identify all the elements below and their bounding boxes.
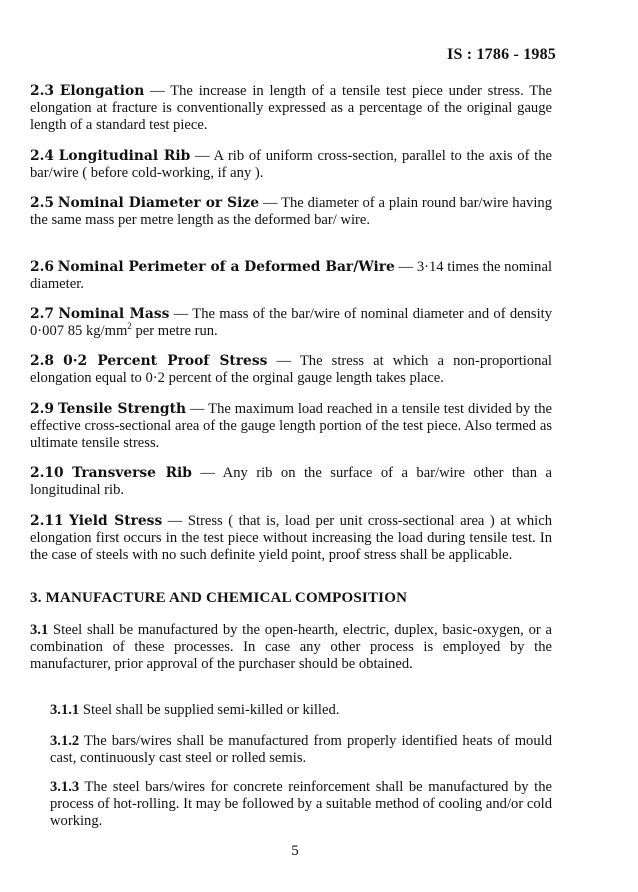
term-name: Elongation: [59, 83, 145, 99]
clause-3-1-3: [50, 779, 552, 830]
term-separator: —: [191, 465, 223, 481]
definition-text: 3·14 times the nominal diameter.: [30, 259, 553, 292]
superscript: 2: [127, 321, 132, 332]
definition-elongation: [30, 83, 552, 134]
clause-number: 3.1.3: [50, 779, 80, 795]
clause-text: Steel shall be manufactured by the open-hearth, electric, duplex, basic-oxygen, or a combination of these processes. In case any other process is employed by the manufacturer, prior approval of the purchaser should be obtained.: [30, 622, 552, 672]
clause-number: 2.9: [30, 401, 55, 417]
definition-text: The increase in length of a tensile test piece under stress. The elongation at fracture is conventionally expressed as a percentage of the original gauge length of a standard test piece.: [30, 83, 552, 133]
clause-text: The steel bars/wires for concrete reinforcement shall be manufactured by the process of hot-rolling. It may be followed by a suitable method of cooling and/or cold working.: [50, 779, 553, 829]
clause-number: 2.6: [30, 259, 55, 275]
standard-reference: IS : 1786 - 1985: [447, 46, 556, 63]
term-separator: —: [144, 83, 171, 99]
term-separator: —: [162, 513, 188, 529]
term-name: Tensile Strength: [57, 401, 186, 417]
section-heading: 3. MANUFACTURE AND CHEMICAL COMPOSITION: [30, 590, 408, 606]
term-name: Nominal Mass: [58, 306, 170, 322]
term-separator: —: [259, 195, 282, 211]
term-name: Nominal Diameter or Size: [57, 195, 260, 211]
clause-number: 2.4: [30, 148, 55, 164]
definition-text: The stress at which a non-proportional elongation equal to 0·2 percent of the orginal gauge length takes place.: [30, 353, 552, 386]
clause-3-1: [30, 622, 552, 673]
clause-number: 2.3: [30, 83, 55, 99]
definition-yield-stress: [30, 513, 552, 564]
definition-text: The mass of the bar/wire of nominal diameter and of density 0·007 85 kg/mm: [30, 306, 553, 339]
definition-text-end: per metre run.: [131, 323, 218, 339]
definition-text: Stress ( that is, load per unit cross-sectional area ) at which elongation first occurs in the test piece without increasing the load during tensile test. In the case of steels with no such definite yield point, proof stress shall be applicable.: [30, 513, 552, 563]
clause-text: The bars/wires shall be manufactured from properly identified heats of mould cast, continuously cast steel or rolled semis.: [50, 733, 552, 766]
definition-text: A rib of uniform cross-section, parallel to the axis of the bar/wire ( before cold-working, if any ).: [30, 148, 552, 181]
definition-text: The diameter of a plain round bar/wire having the same mass per metre length as the deformed bar/ wire.: [30, 195, 552, 228]
definition-transverse-rib: [30, 465, 552, 499]
term-name: Yield Stress: [69, 513, 163, 529]
clause-number: 3.1.1: [50, 702, 80, 718]
definition-proof-stress: [30, 353, 552, 387]
definition-nominal-diameter: [30, 195, 552, 229]
clause-number: 2.11: [30, 513, 64, 529]
clause-text: Steel shall be supplied semi-killed or killed.: [82, 702, 340, 718]
clause-number: 2.5: [30, 195, 55, 211]
term-name: 0·2 Percent Proof Stress: [63, 353, 268, 369]
clause-number: 2.7: [30, 306, 55, 322]
definition-nominal-mass: [30, 306, 552, 340]
clause-number: 3.1.2: [50, 733, 80, 749]
definition-longitudinal-rib: [30, 148, 552, 182]
clause-number: 2.10: [30, 465, 64, 481]
clause-number: 3.1: [30, 622, 49, 638]
clause-3-1-2: [50, 733, 552, 767]
clause-number: 2.8: [30, 353, 55, 369]
definition-text: The maximum load reached in a tensile test divided by the effective cross-sectional area of the gauge length portion of the test piece. Also termed as ultimate tensile stress.: [30, 401, 552, 451]
term-name: Longitudinal Rib: [58, 148, 191, 164]
definition-text: Any rib on the surface of a bar/wire other than a longitudinal rib.: [30, 465, 552, 498]
term-separator: —: [186, 401, 209, 417]
term-name: Nominal Perimeter of a Deformed Bar/Wire: [57, 259, 395, 275]
term-separator: —: [190, 148, 214, 164]
clause-3-1-1: [50, 702, 552, 719]
term-separator: —: [169, 306, 193, 322]
term-separator: —: [394, 259, 417, 275]
definition-tensile-strength: [30, 401, 552, 452]
definition-nominal-perimeter: [30, 259, 552, 293]
term-separator: —: [267, 353, 300, 369]
term-name: Transverse Rib: [72, 465, 192, 481]
page-number: 5: [291, 843, 299, 859]
